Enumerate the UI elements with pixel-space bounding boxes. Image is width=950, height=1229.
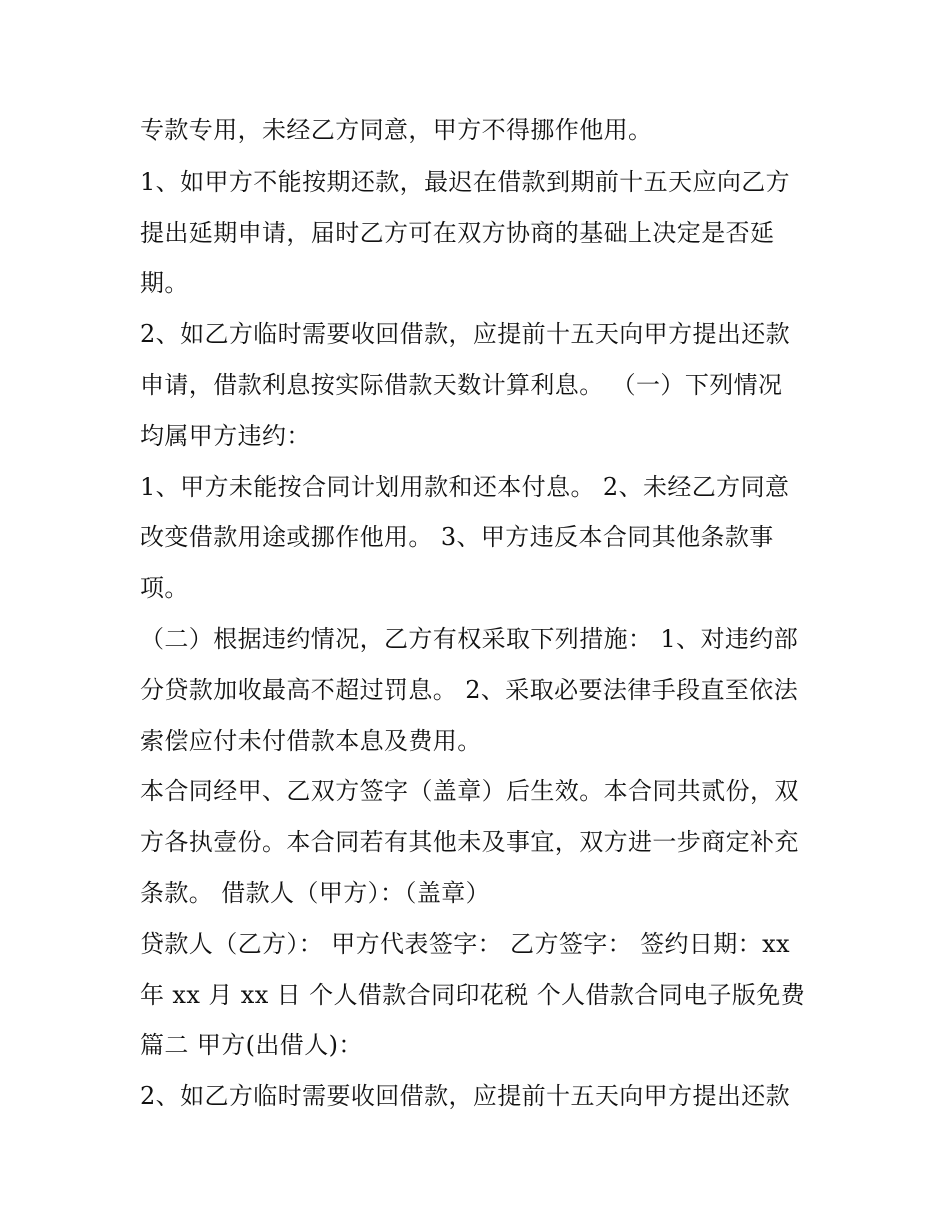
text-line: 申请，借款利息按实际借款天数计算利息。 （一）下列情况 — [140, 371, 783, 399]
text-line: 年 xx 月 xx 日 个人借款合同印花税 个人借款合同电子版免费 — [140, 981, 806, 1009]
text-line: 期。 — [140, 269, 189, 297]
text-line: 专款专用，未经乙方同意，甲方不得挪作他用。 — [140, 116, 653, 144]
text-line: 均属甲方违约： — [140, 422, 311, 450]
text-line: 2、如乙方临时需要收回借款，应提前十五天向甲方提出还款 — [140, 1082, 791, 1110]
text-line: 1、甲方未能按合同计划用款和还本付息。 2、未经乙方同意 — [140, 473, 790, 501]
text-line: 方各执壹份。本合同若有其他未及事宜，双方进一步商定补充 — [140, 828, 799, 856]
text-line: 条款。 借款人（甲方）：（盖章） — [140, 879, 491, 907]
text-line: 提出延期申请，届时乙方可在双方协商的基础上决定是否延 — [140, 219, 775, 247]
text-line: 改变借款用途或挪作他用。 3、甲方违反本合同其他条款事 — [140, 523, 774, 551]
text-line: 索偿应付未付借款本息及费用。 — [140, 727, 482, 755]
text-line: 1、如甲方不能按期还款，最迟在借款到期前十五天应向乙方 — [140, 168, 791, 196]
text-line: 2、如乙方临时需要收回借款，应提前十五天向甲方提出还款 — [140, 320, 791, 348]
text-line: 项。 — [140, 574, 189, 602]
text-line: 贷款人（乙方）： 甲方代表签字： 乙方签字： 签约日期：xx — [140, 930, 790, 958]
text-line: 分贷款加收最高不超过罚息。 2、采取必要法律手段直至依法 — [140, 676, 799, 704]
text-line: （二）根据违约情况，乙方有权采取下列措施： 1、对违约部 — [140, 625, 799, 653]
text-line: 本合同经甲、乙双方签字（盖章）后生效。本合同共贰份，双 — [140, 777, 799, 805]
text-line: 篇二 甲方(出借人)： — [140, 1031, 363, 1059]
